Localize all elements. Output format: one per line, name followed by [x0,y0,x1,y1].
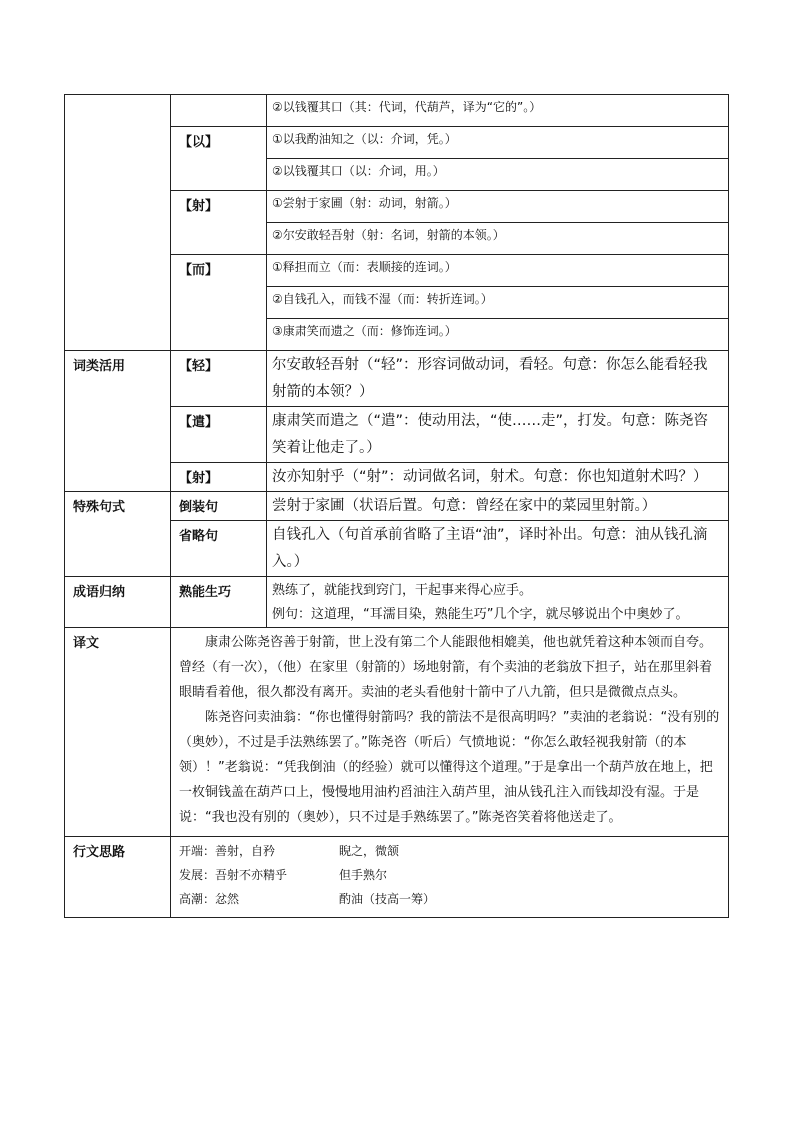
keyword-cell [171,95,267,127]
example-cell: ②以钱覆其口（其：代词，代葫芦，译为“它的”。） [267,95,729,127]
vocab-row [65,95,729,127]
keyword-cell: 熟能生巧 [171,577,267,628]
keyword-cell [171,287,267,319]
keyword-cell: 【遣】 [171,407,267,463]
idiom-cell [267,577,729,628]
example-cell: ①以我酌油知之（以：介词，凭。） [267,127,729,159]
example-cell: 自钱孔入（句首承前省略了主语“油”，译时补出。句意：油从钱孔滴入。） [267,521,729,577]
keyword-cell [171,223,267,255]
idiom-row [65,577,729,628]
example-cell: ②尔安敢轻吾射（射：名词，射箭的本领。） [267,223,729,255]
keyword-cell: 【射】 [171,191,267,223]
idiom-example: 例句：这道理，“耳濡目染，熟能生巧”几个字，就尽够说出个中奥妙了。 [272,607,689,622]
keyword-cell: 【射】 [171,463,267,492]
keyword-cell: 【以】 [171,127,267,159]
word-class-row [65,351,729,407]
category-label: 译文 [65,628,171,837]
example-cell: ②以钱覆其口（以：介词，用。） [267,159,729,191]
path-stage: 开端：善射，自矜 [179,844,276,858]
path-detail: 酌油（技高一筹） [339,892,436,906]
path-stage: 发展：吾射不亦精乎 [179,868,288,882]
translation-paragraph-1: 康肃公陈尧咨善于射箭，世上没有第二个人能跟他相媲美，他也就凭着这种本领而自夸。曾经（有一次），（他）在家里（射箭的）场地射箭，有个卖油的老翁放下担子，站在那里斜着眼睛看着他，很久都没有离开。卖油的老头看他射十箭中了八九箭，但只是微微点点头。 [179,635,713,700]
writing-path-row [65,837,729,918]
example-cell: ②自钱孔入，而钱不湿（而：转折连词。） [267,287,729,319]
category-label: 成语归纳 [65,577,171,628]
keyword-cell [171,319,267,351]
path-line [179,887,728,911]
idiom-meaning: 熟练了，就能找到窍门，干起事来得心应手。 [272,583,533,598]
example-cell: ①尝射于家圃（射：动词，射箭。） [267,191,729,223]
path-detail: 睨之，微颔 [339,844,400,858]
path-line [179,863,728,887]
special-row [65,492,729,521]
path-line [179,839,728,863]
category-label: 词类活用 [65,351,171,492]
keyword-cell: 【轻】 [171,351,267,407]
translation-row [65,628,729,837]
keyword-cell: 倒装句 [171,492,267,521]
study-table [64,94,729,918]
example-cell: 汝亦知射乎（“射”：动词做名词，射术。句意：你也知道射术吗？） [267,463,729,492]
example-cell: 尝射于家圃（状语后置。句意：曾经在家中的菜园里射箭。） [267,492,729,521]
example-cell: ①释担而立（而：表顺接的连词。） [267,255,729,287]
example-cell: ③康肃笑而遗之（而：修饰连词。） [267,319,729,351]
keyword-cell: 【而】 [171,255,267,287]
keyword-cell [171,159,267,191]
keyword-cell: 省略句 [171,521,267,577]
category-cell-empty [65,95,171,351]
category-label: 特殊句式 [65,492,171,577]
path-detail: 但手熟尔 [339,868,388,882]
translation-paragraph-2: 陈尧咨问卖油翁：“你也懂得射箭吗？我的箭法不是很高明吗？”卖油的老翁说：“没有别的（奥妙），不过是手法熟练罢了。”陈尧咨（听后）气愤地说：“你怎么敢轻视我射箭（的本领）！”老翁说：“凭我倒油（的经验）就可以懂得这个道理。”于是拿出一个葫芦放在地上，把一枚铜钱盖在葫芦口上，慢慢地用油杓舀油注入葫芦里，油从钱孔注入而钱却没有湿。于是说：“我也没有别的（奥妙），只不过是手熟练罢了。”陈尧咨笑着将他送走了。 [179,710,720,825]
category-label: 行文思路 [65,837,171,918]
path-stage: 高潮：忿然 [179,892,240,906]
example-cell: 尔安敢轻吾射（“轻”：形容词做动词，看轻。句意：你怎么能看轻我射箭的本领？） [267,351,729,407]
translation-cell [171,628,729,837]
example-cell: 康肃笑而遣之（“遣”：使动用法，“使……走”，打发。句意：陈尧咨笑着让他走了。） [267,407,729,463]
writing-path-cell [171,837,729,918]
